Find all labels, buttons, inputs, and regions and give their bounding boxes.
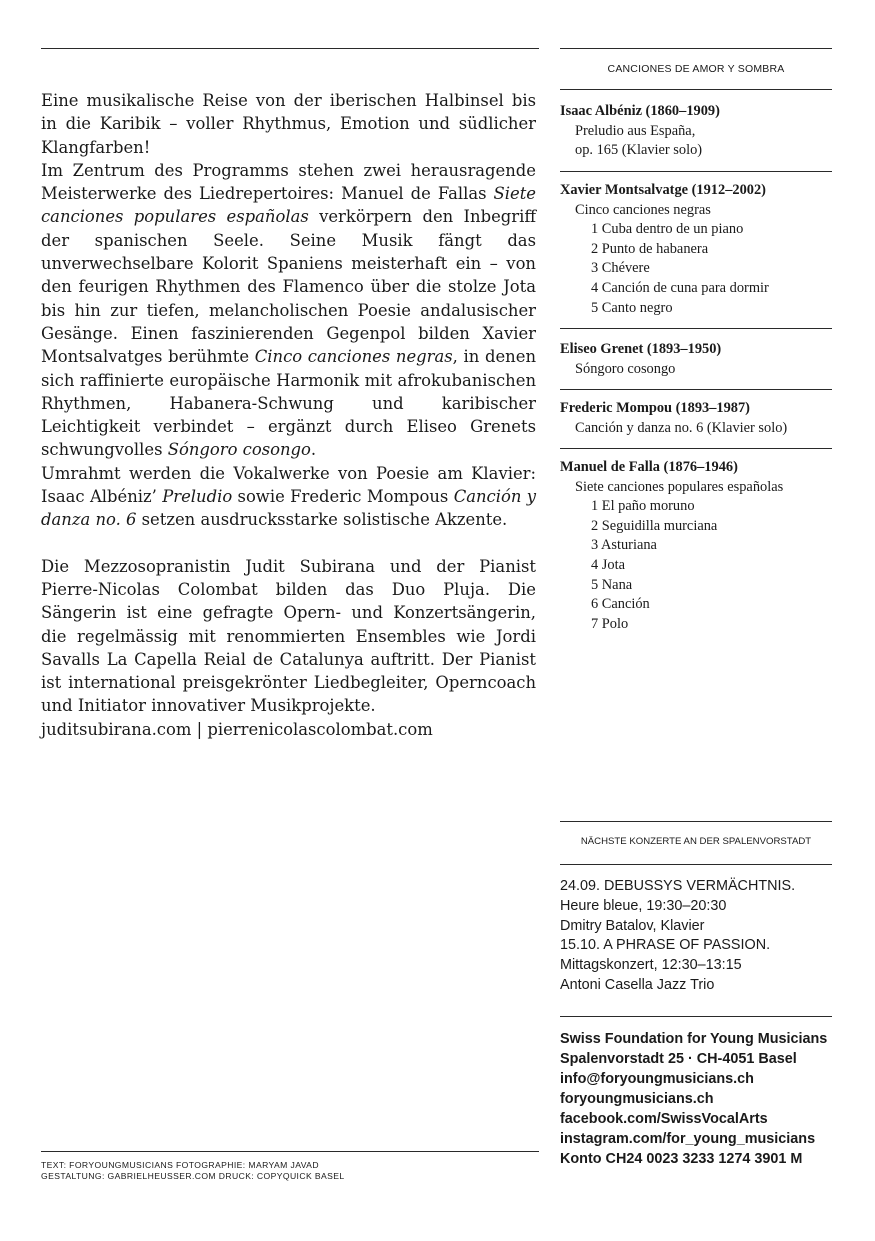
program-rule-5 — [560, 448, 832, 449]
concert-line: Mittagskonzert, 12:30–13:15 — [560, 957, 742, 974]
artists-paragraph: Die Mezzosopranistin Judit Subirana und der Pianist Pierre-Nicolas Colombat bilden das Duo Pluja. Die Sängerin ist eine gefragte Opern- und Konzertsängerin, die regelmässig mit renommierten Ensembles wie Jordi Savalls La Capella Reial de Catalunya auftritt. Der Pianist ist international preisgekrönter Liedbegleiter, Operncoach und Initiator innovativer Musikprojekte. — [41, 556, 536, 716]
top-rule-right — [560, 48, 832, 49]
concert-line: 24.09. DEBUSSYS VERMÄCHTNIS. — [560, 878, 796, 894]
intro-paragraph-1: Eine musikalische Reise von der iberischen Halbinsel bis in die Karibik – voller Rhythmus, Emotion und südlicher Klangfarben! — [41, 91, 536, 157]
list-item: 7 Polo — [591, 615, 629, 632]
email-link[interactable]: info@foryoungmusicians.ch — [560, 1071, 754, 1087]
program-montsalvatge — [560, 181, 832, 318]
list-item: 2 Punto de habanera — [591, 240, 709, 257]
intro-p3-title-preludio: Preludio — [162, 487, 233, 507]
program-mompou — [560, 399, 832, 438]
credits-line-2: GESTALTUNG: GABRIELHEUSSER.COM DRUCK: COPYQUICK BASEL — [41, 1171, 345, 1181]
list-item: 5 Nana — [591, 576, 633, 593]
facebook-link[interactable]: facebook.com/SwissVocalArts — [560, 1111, 768, 1127]
intro-p2-part-d: . — [310, 440, 317, 460]
intro-p2-title-grenet: Sóngoro cosongo — [167, 440, 311, 460]
intro-p2-part-b: verkörpern den Inbegriff der spanischen Seele. Seine Musik fängt das unverwechselbare Kolorit Spaniens meisterhaft ein – von den feurigen Rhythmen des Flamenco über die stolze Jota bis hin zur tiefen, melancholischen Poesie andalusischer Gesänge. Einen faszinierenden Gegenpol bilden Xavier Montsalvatges berühmte — [41, 207, 536, 367]
instagram-link[interactable]: instagram.com/for_young_musicians — [560, 1131, 816, 1147]
composer-mompou: Frederic Mompou (1893–1987) — [560, 400, 750, 416]
work-albeniz-line-1: Preludio aus España, — [575, 122, 696, 139]
list-item: 1 Cuba dentro de un piano — [591, 221, 744, 238]
bank-account: Konto CH24 0023 3233 1274 3901 M — [560, 1151, 803, 1167]
concert-line: Dmitry Batalov, Klavier — [560, 917, 705, 934]
program-rule-2 — [560, 171, 832, 172]
intro-p3-title-cancion: Canción y danza no. 6 — [41, 487, 537, 530]
list-item: 4 Jota — [591, 556, 625, 573]
list-item: 5 Canto negro — [591, 299, 673, 316]
composer-montsalvatge: Xavier Montsalvatge (1912–2002) — [560, 182, 766, 198]
program-albeniz — [560, 102, 832, 161]
list-item: 4 Canción de cuna para dormir — [591, 279, 769, 296]
concerts-rule-top — [560, 821, 832, 822]
concert-line: Heure bleue, 19:30–20:30 — [560, 897, 727, 914]
work-falla: Siete canciones populares españolas — [575, 478, 784, 495]
concert-line: Antoni Casella Jazz Trio — [560, 976, 715, 993]
website-link[interactable]: foryoungmusicians.ch — [560, 1091, 714, 1107]
credits-line-1: TEXT: FORYOUNGMUSICIANS FOTOGRAPHIE: MARYAM JAVAD — [41, 1160, 319, 1170]
intro-paragraph-2 — [41, 159, 536, 462]
intro-p3-part-b: sowie Frederic Mompous — [232, 487, 454, 507]
list-item: 2 Seguidilla murciana — [591, 517, 718, 534]
work-montsalvatge: Cinco canciones negras — [575, 201, 711, 218]
program-rule-1 — [560, 89, 832, 90]
list-item: 3 Chévere — [591, 260, 650, 277]
intro-p3-part-a: Umrahmt werden die Vokalwerke von Poesie am Klavier: Isaac Albéniz’ — [41, 463, 536, 507]
work-albeniz-line-2: op. 165 (Klavier solo) — [575, 142, 703, 159]
address: Spalenvorstadt 25 · CH-4051 Basel — [560, 1051, 797, 1067]
program-heading: CANCIONES DE AMOR Y SOMBRA — [607, 63, 785, 75]
intro-p2-title-falla: Siete canciones populares españolas — [41, 184, 536, 227]
work-grenet: Sóngoro cosongo — [575, 360, 676, 377]
composer-grenet: Eliseo Grenet (1893–1950) — [560, 341, 722, 357]
list-item: 6 Canción — [591, 596, 650, 613]
intro-text — [41, 89, 536, 741]
program-rule-3 — [560, 328, 832, 329]
list-item: 1 El paño moruno — [591, 498, 695, 515]
intro-p2-title-montsalvatge: Cinco canciones negras — [254, 347, 453, 367]
foundation-name: Swiss Foundation for Young Musicians — [560, 1031, 828, 1047]
intro-p3-part-c: setzen ausdrucksstarke solistische Akzente. — [136, 510, 508, 530]
intro-p2-part-a: Im Zentrum des Programms stehen zwei herausragende Meisterwerke des Liedrepertoires: Manuel de Fallas — [41, 160, 536, 204]
concerts-list — [560, 877, 832, 996]
concert-line: 15.10. A PHRASE OF PASSION. — [560, 937, 771, 954]
program-falla — [560, 458, 832, 634]
intro-p2-part-c: , in denen sich raffinierte europäische Harmonik mit afrokubanischen Rhythmen, Habanera-Schwung und karibischer Leichtigkeit verbindet – ergänzt durch Eliseo Grenets schwungvolles — [41, 347, 536, 460]
list-item: 3 Asturiana — [591, 537, 657, 554]
top-rule-left — [41, 48, 539, 49]
program-rule-4 — [560, 389, 832, 390]
intro-paragraph-3 — [41, 462, 536, 532]
composer-albeniz: Isaac Albéniz (1860–1909) — [560, 103, 720, 119]
credits — [41, 1160, 345, 1182]
contact-rule — [560, 1016, 832, 1017]
contact-block — [560, 1029, 835, 1169]
composer-falla: Manuel de Falla (1876–1946) — [560, 459, 738, 475]
concerts-rule-bottom — [560, 864, 832, 865]
credits-rule — [41, 1151, 539, 1152]
paragraph-gap — [41, 532, 536, 555]
artist-links: juditsubirana.com | pierrenicolascolombat.com — [41, 719, 433, 739]
work-mompou: Canción y danza no. 6 (Klavier solo) — [575, 419, 788, 436]
program-grenet — [560, 340, 832, 379]
concerts-heading: NÄCHSTE KONZERTE AN DER SPALENVORSTADT — [580, 836, 812, 847]
